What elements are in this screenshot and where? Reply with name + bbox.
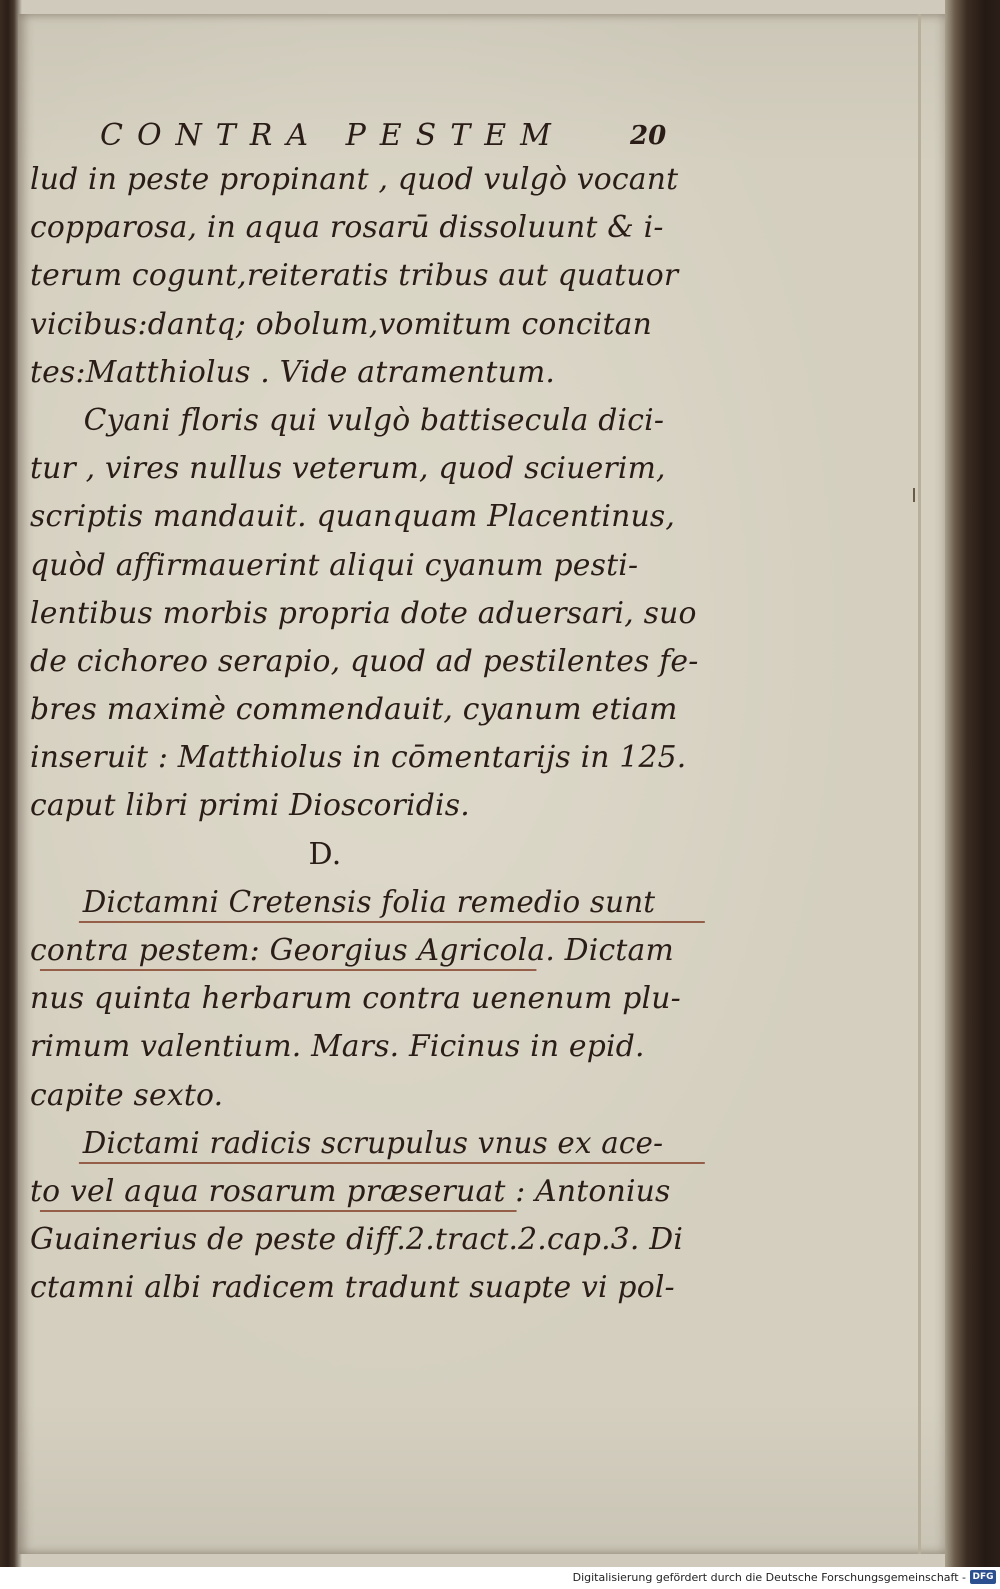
- text-line: tes:Matthiolus . Vide atramentum.: [30, 354, 556, 390]
- running-header: [30, 108, 710, 156]
- text-line: caput libri primi Dioscoridis.: [30, 788, 470, 824]
- footer-credit: Digitalisierung gefördert durch die Deutsche Forschungsgemeinschaft -: [572, 1571, 966, 1584]
- text-line: Dictamni Cretensis folia remedio sunt: [30, 879, 695, 927]
- text-line: bres maximè commendauit, cyanum etiam: [30, 692, 678, 728]
- text-line: nus quinta herbarum contra uenenum plu-: [30, 981, 681, 1017]
- text-line: copparosa, in aqua rosarū dissoluunt & i-: [30, 210, 664, 246]
- dfg-logo: DFG: [970, 1570, 996, 1584]
- text-line: contra pestem: Georgius Agricola. Dictam: [30, 927, 705, 975]
- text-line: rimum valentium. Mars. Ficinus in epid.: [30, 1029, 645, 1065]
- text-line: de cichoreo serapio, quod ad pestilentes fe-: [30, 643, 699, 679]
- text-line: lentibus morbis propria dote aduersari, suo: [30, 595, 697, 631]
- text-line: tur , vires nullus veterum, quod sciuerim,: [30, 451, 666, 487]
- text-line: Guainerius de peste diff.2.tract.2.cap.3. Di: [30, 1222, 684, 1258]
- folio-number: 20: [630, 121, 667, 151]
- page-edge-line: [918, 14, 921, 1554]
- text-line: to vel aqua rosarum præseruat : Antonius: [30, 1168, 705, 1216]
- page-text: [30, 108, 710, 1313]
- text-line: terum cogunt,reiteratis tribus aut quatuor: [30, 258, 679, 294]
- text-line: lud in peste propinant , quod vulgò vocant: [30, 162, 679, 197]
- running-head: CONTRA PESTEM: [100, 118, 565, 153]
- text-line: ctamni albi radicem tradunt suapte vi pol-: [30, 1270, 675, 1306]
- text-line: scriptis mandauit. quanquam Placentinus,: [30, 499, 676, 535]
- text-line: quòd affirmauerint aliqui cyanum pesti-: [30, 547, 639, 583]
- text-line: Cyani floris qui vulgò battisecula dici-: [83, 402, 665, 438]
- text-line: vicibus:dantq; obolum,vomitum concitan: [30, 306, 652, 342]
- text-line: inseruit : Matthiolus in cōmentarijs in 125.: [30, 740, 687, 776]
- stray-mark: [913, 488, 915, 502]
- section-letter: D.: [308, 836, 342, 872]
- text-line: capite sexto.: [30, 1077, 224, 1113]
- text-lines: [30, 156, 710, 1313]
- text-line: Dictami radicis scrupulus vnus ex ace-: [30, 1120, 695, 1168]
- book-edge: [945, 0, 1000, 1567]
